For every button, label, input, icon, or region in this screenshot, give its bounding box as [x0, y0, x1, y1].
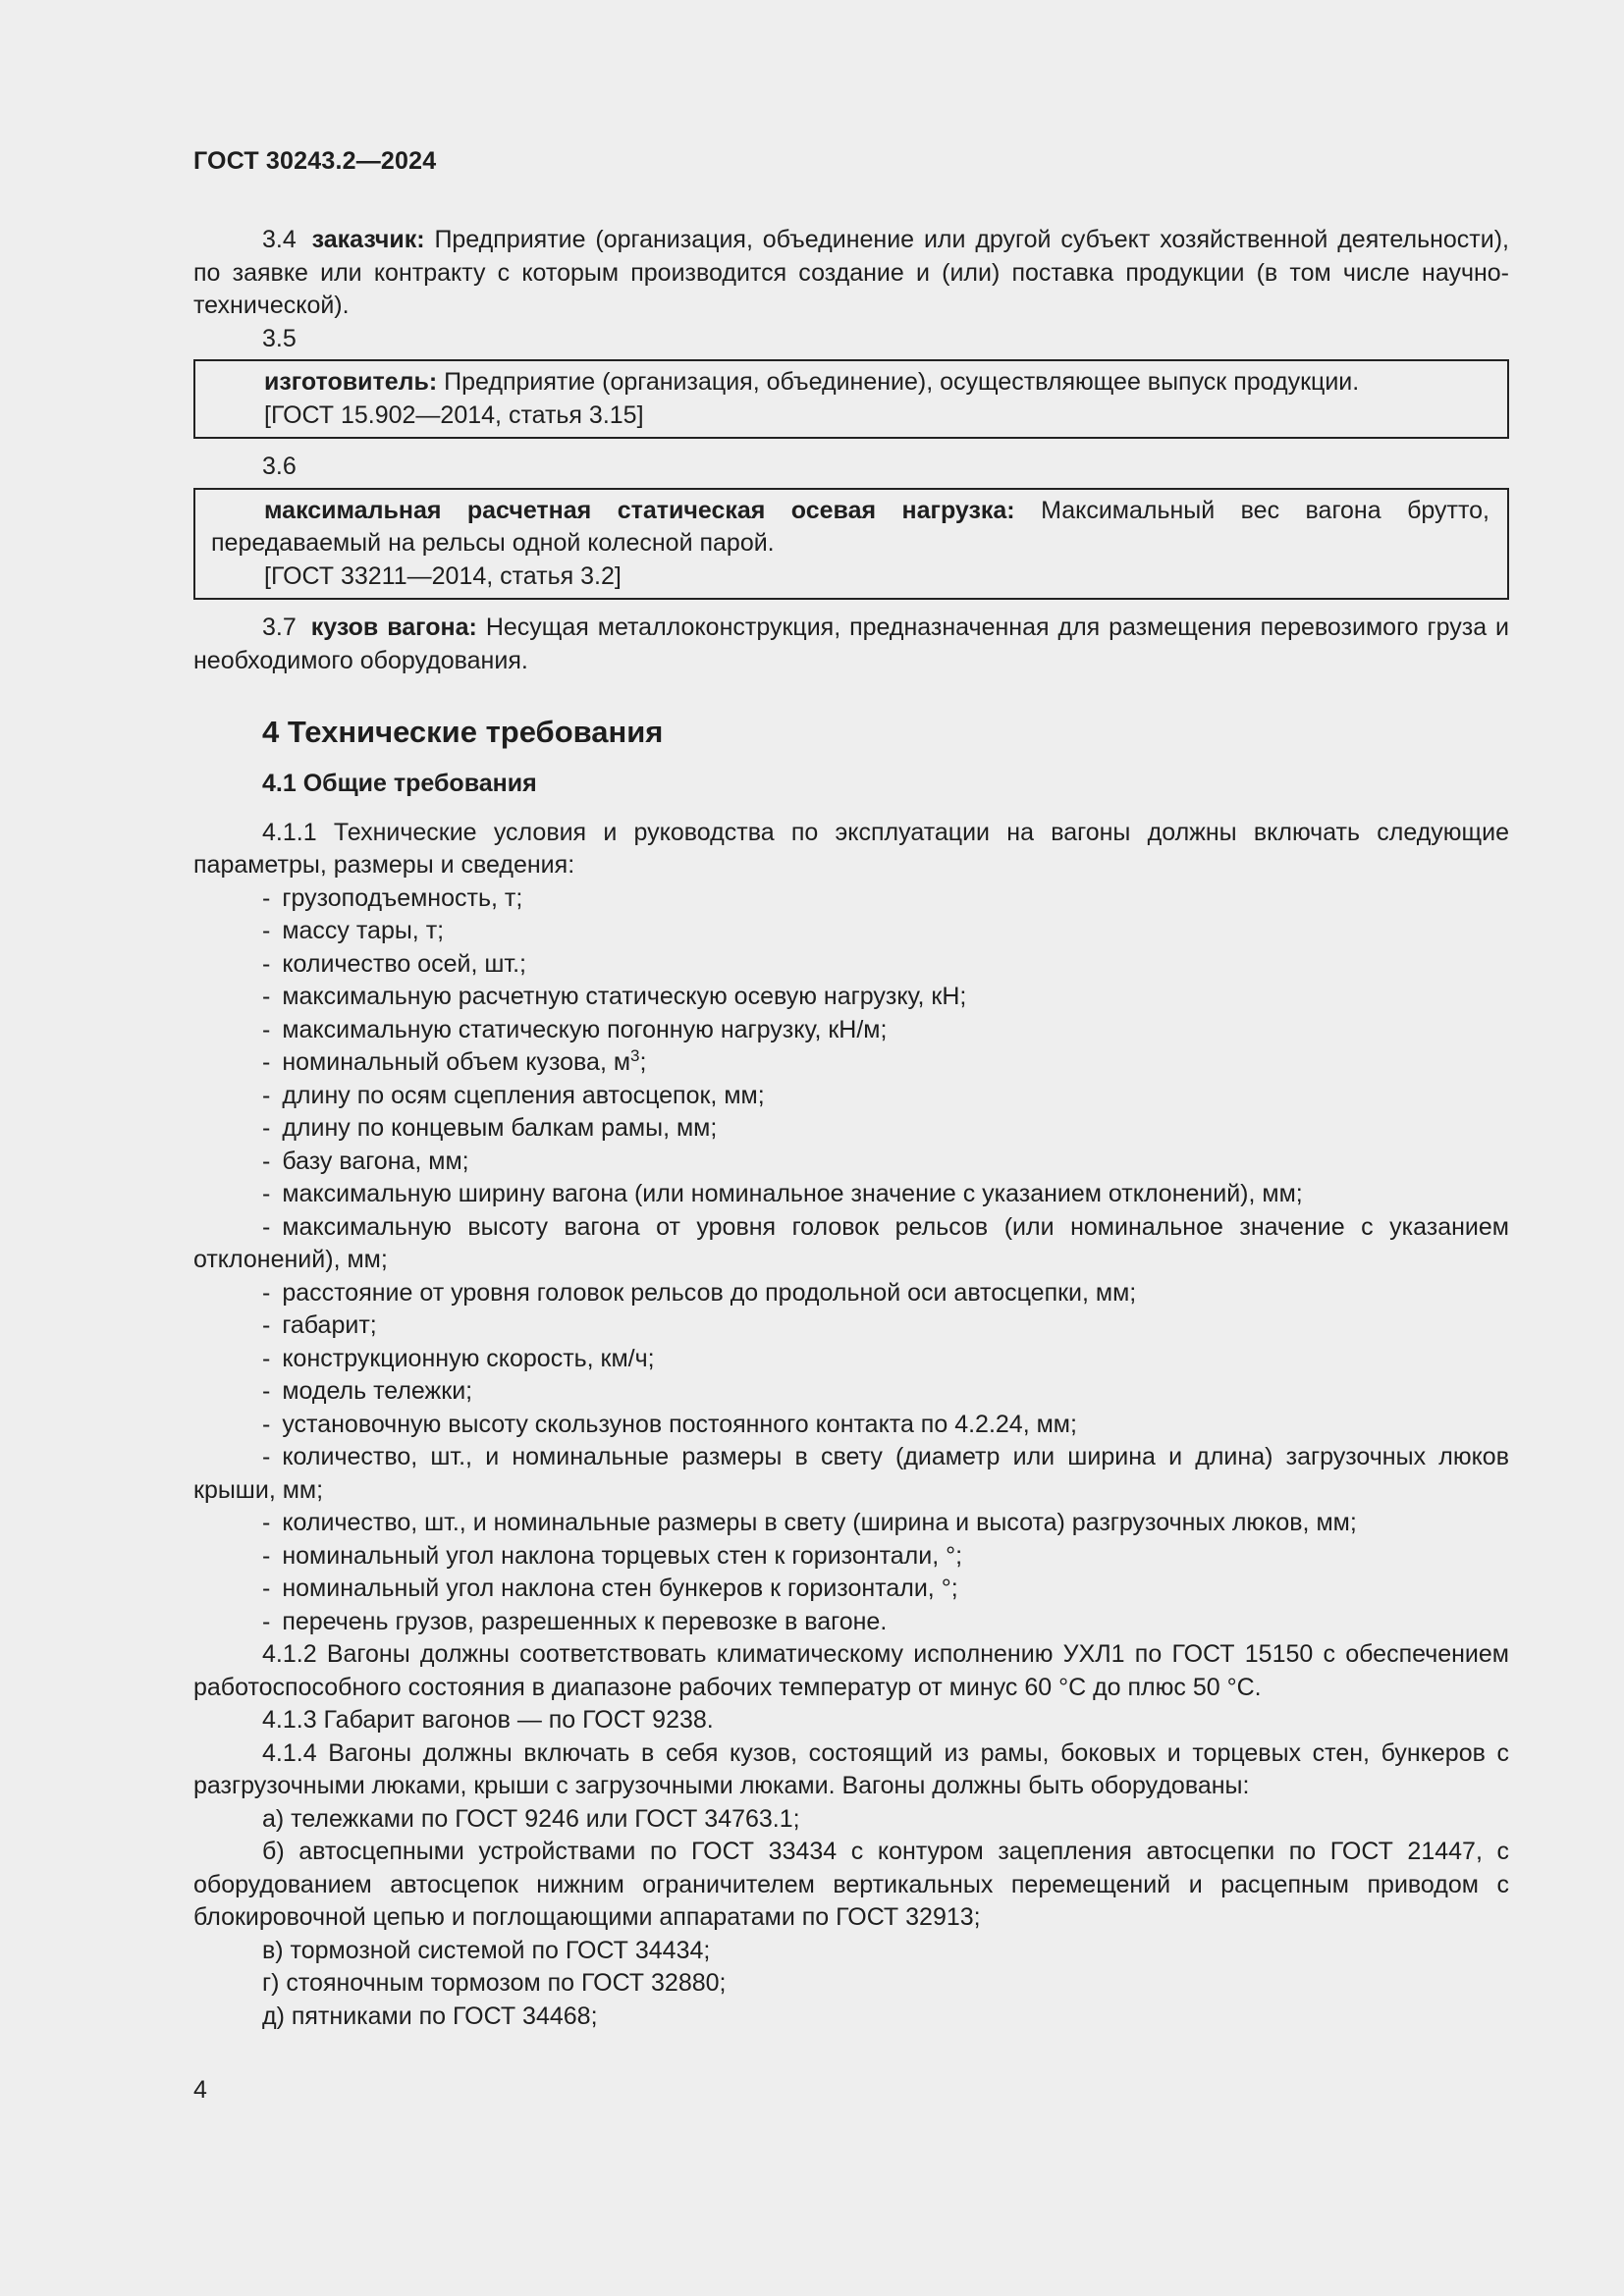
term-3-4 [193, 224, 1509, 323]
list-item: - максимальную расчетную статическую осевую нагрузку, кН; [262, 983, 967, 1010]
term-3-5-number: 3.5 [262, 324, 297, 352]
subsection-4-1-heading: 4.1 Общие требования [262, 770, 537, 797]
term-definition: Предприятие (организация, объединение), осуществляющее выпуск продукции. [444, 368, 1360, 396]
list-item: - массу тары, т; [262, 917, 445, 944]
term-number: 3.4 [262, 226, 297, 253]
term-number: 3.7 [262, 614, 297, 641]
term-name: заказчик: [311, 226, 425, 253]
equipment-item: в) тормозной системой по ГОСТ 34434; [262, 1936, 711, 1964]
list-item: - максимальную ширину вагона (или номинальное значение с указанием отклонений), мм; [262, 1180, 1303, 1207]
list-item: - номинальный объем кузова, $м^3$; [262, 1046, 647, 1076]
page-body [193, 224, 1509, 2033]
list-item: - количество, шт., и номинальные размеры в свету (ширина и высота) разгрузочных люков, мм; [262, 1509, 1357, 1536]
term-name: изготовитель: [264, 368, 438, 396]
section-4-heading: 4 Технические требования [262, 715, 664, 749]
term-definition: Максимальный вес вагона брутто, передаваемый на рельсы одной колесной парой. [211, 496, 1489, 557]
superscript: 3 [630, 1046, 640, 1065]
equipment-item: д) пятниками по ГОСТ 34468; [262, 2002, 598, 2030]
term-name: кузов вагона: [310, 614, 477, 641]
list-item: - конструкционную скорость, км/ч; [262, 1344, 655, 1372]
term-3-7 [193, 612, 1509, 677]
list-item: - количество, шт., и номинальные размеры в свету (диаметр или ширина и длина) загрузочных люков крыши, мм; [193, 1443, 1509, 1504]
term-definition: Предприятие (организация, объединение или другой субъект хозяйственной деятельности), по заявке или контракту с которым производится создание и (или) поставка продукции (в том числе научно-технической). [193, 226, 1509, 319]
paragraph-4-1-1: 4.1.1 Технические условия и руководства по эксплуатации на вагоны должны включать следующие параметры, размеры и сведения: [193, 818, 1509, 879]
document-header: ГОСТ 30243.2—2024 [193, 147, 437, 175]
term-3-5 [211, 366, 1489, 400]
list-item: - габарит; [262, 1311, 377, 1339]
list-item: - номинальный угол наклона торцевых стен к горизонтали, °; [262, 1541, 963, 1570]
paragraph-4-1-4: 4.1.4 Вагоны должны включать в себя кузов, состоящий из рамы, боковых и торцевых стен, бункеров с разгрузочными люками, крыши с загрузочными люками. Вагоны должны быть оборудованы: [193, 1738, 1509, 1799]
paragraph-4-1-3: 4.1.3 Габарит вагонов — по ГОСТ 9238. [262, 1706, 714, 1734]
list-item: - модель тележки; [262, 1377, 473, 1405]
list-item: - номинальный угол наклона стен бункеров к горизонтали, °; [262, 1575, 958, 1602]
list-item: - длину по концевым балкам рамы, мм; [262, 1114, 718, 1142]
term-source: [ГОСТ 33211—2014, статья 3.2] [264, 561, 622, 590]
term-definition: Несущая металлоконструкция, предназначенная для размещения перевозимого груза и необходимого оборудования. [193, 614, 1510, 674]
list-item: - максимальную высоту вагона от уровня головок рельсов (или номинальное значение с указанием отклонений), мм; [193, 1212, 1509, 1273]
term-source: [ГОСТ 15.902—2014, статья 3.15] [264, 400, 644, 429]
list-item: - длину по осям сцепления автосцепок, мм; [262, 1081, 765, 1109]
list-item: - количество осей, шт.; [262, 949, 526, 978]
list-item: - расстояние от уровня головок рельсов до продольной оси автосцепки, мм; [262, 1278, 1137, 1307]
term-3-5-box [193, 359, 1509, 439]
list-item: - перечень грузов, разрешенных к перевозке в вагоне. [262, 1607, 888, 1635]
term-3-6-number: 3.6 [262, 453, 297, 480]
term-name: максимальная расчетная статическая осевая нагрузка: [264, 496, 1015, 524]
equipment-item: а) тележками по ГОСТ 9246 или ГОСТ 34763.1; [262, 1804, 800, 1833]
term-3-6-box [193, 488, 1509, 601]
equipment-item: б) автосцепными устройствами по ГОСТ 33434 с контуром зацепления автосцепки по ГОСТ 21447, с оборудованием автосцепок нижним ограничителем вертикальных перемещений и расцепным приводом с блокировочной цепью и поглощающими аппаратами по ГОСТ 32913; [193, 1838, 1509, 1931]
list-item: - грузоподъемность, т; [262, 883, 523, 912]
list-item: - установочную высоту скользунов постоянного контакта по 4.2.24, мм; [262, 1410, 1077, 1438]
term-3-6 [211, 495, 1489, 561]
list-item: - максимальную статическую погонную нагрузку, кН/м; [262, 1015, 888, 1043]
equipment-item: г) стояночным тормозом по ГОСТ 32880; [262, 1969, 727, 1997]
paragraph-4-1-2: 4.1.2 Вагоны должны соответствовать климатическому исполнению УХЛ1 по ГОСТ 15150 с обеспечением работоспособного состояния в диапазоне рабочих температур от минус 60 °С до плюс 50 °С. [193, 1640, 1509, 1701]
list-item: - базу вагона, мм; [262, 1147, 469, 1175]
page-number: 4 [193, 2076, 207, 2104]
